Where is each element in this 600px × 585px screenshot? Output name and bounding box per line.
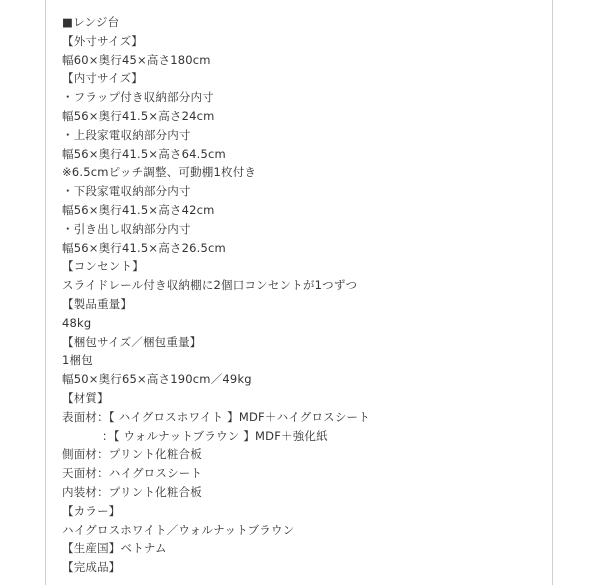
heading-color: 【カラー】 <box>62 503 121 518</box>
surface-material-walnut: ：【 ウォルナットブラウン 】MDF＋強化紙 <box>102 428 328 443</box>
drawer-storage-size: 幅56×奥行41.5×高さ26.5cm <box>62 240 226 255</box>
heading-product-weight: 【製品重量】 <box>62 296 133 311</box>
product-weight-value: 48kg <box>62 315 92 330</box>
surface-material-white: 表面材：【 ハイグロスホワイト 】MDF＋ハイグロスシート <box>62 409 370 424</box>
interior-material: 内装材：プリント化粧合板 <box>62 484 202 499</box>
package-count: 1梱包 <box>62 353 93 368</box>
color-value: ハイグロスホワイト／ウォルナットブラウン <box>62 522 295 537</box>
lower-appliance-label: ・下段家電収納部分内寸 <box>62 184 191 199</box>
lower-appliance-size: 幅56×奥行41.5×高さ42cm <box>62 202 215 217</box>
side-material: 側面材：プリント化粧合板 <box>62 447 202 462</box>
heading-material: 【材質】 <box>62 390 109 405</box>
heading-finished-product: 【完成品】 <box>62 560 121 575</box>
heading-outlet: 【コンセント】 <box>62 259 144 274</box>
heading-package: 【梱包サイズ／梱包重量】 <box>62 334 202 349</box>
drawer-storage-label: ・引き出し収納部分内寸 <box>62 221 191 236</box>
top-material: 天面材：ハイグロスシート <box>62 466 203 481</box>
flap-storage-label: ・フラップ付き収納部分内寸 <box>62 90 214 105</box>
outer-size-value: 幅60×奥行45×高さ180cm <box>62 52 211 67</box>
section-heading-range-stand: ■レンジ台 <box>62 15 120 29</box>
heading-inner-size: 【内寸サイズ】 <box>62 71 143 86</box>
country-of-production: 【生産国】ベトナム <box>62 541 167 556</box>
heading-outer-size: 【外寸サイズ】 <box>62 33 143 48</box>
package-size-weight: 幅50×奥行65×高さ190cm／49kg <box>62 372 252 387</box>
spec-list <box>62 13 370 577</box>
upper-appliance-label: ・上段家電収納部分内寸 <box>62 127 191 142</box>
upper-appliance-size: 幅56×奥行41.5×高さ64.5cm <box>62 146 226 161</box>
upper-appliance-note: ※6.5cmピッチ調整、可動棚1枚付き <box>62 165 257 180</box>
flap-storage-size: 幅56×奥行41.5×高さ24cm <box>62 108 215 123</box>
outlet-value: スライドレール付き収納棚に2個口コンセントが1つずつ <box>62 278 358 293</box>
